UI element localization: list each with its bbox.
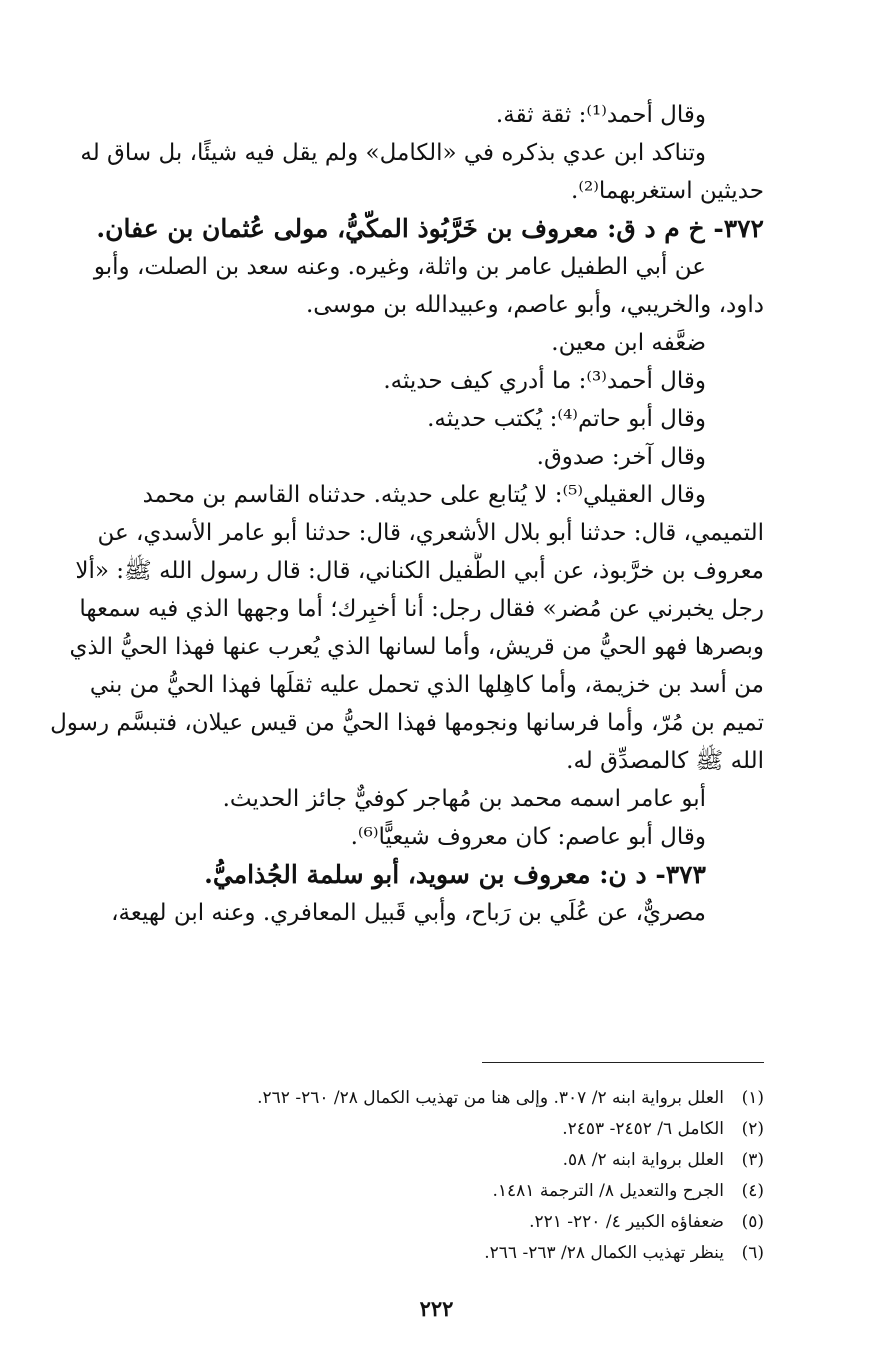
footnote-3 (22, 1145, 764, 1176)
text-line: وقال أحمد⁽³⁾: ما أدري كيف حديثه. (383, 368, 706, 394)
text-line: وقال العقيلي⁽⁵⁾: لا يُتابع على حديثه. حدثناه القاسم بن محمد (142, 482, 706, 508)
text-line: أبو عامر اسمه محمد بن مُهاجر كوفيٌّ جائز الحديث. (222, 786, 706, 812)
text-line: معروف بن خرَّبوذ، عن أبي الطُّفيل الكناني، قال: قال رسول الله ﷺ: «ألا (75, 558, 764, 584)
text-line: وبصرها فهو الحيُّ من قريش، وأما لسانها الذي يُعرب عنها فهذا الحيُّ الذي (69, 634, 764, 660)
text-line: تميم بن مُرّ، وأما فرسانها ونجومها فهذا الحيُّ من قيس عيلان، فتبسَّم رسول (50, 710, 764, 736)
text-line: الله ﷺ كالمصدِّق له. (566, 748, 764, 774)
text-line: داود، والخريبي، وأبو عاصم، وعبيدالله بن موسى. (305, 292, 764, 318)
entry-heading-373: ٣٧٣- د ن: معروف بن سويد، أبو سلمة الجُذاميُّ. (204, 860, 706, 889)
text-line: حديثين استغربهما⁽²⁾. (571, 178, 764, 204)
text-line: وقال أبو عاصم: كان معروف شيعيًّا⁽⁶⁾. (350, 824, 706, 850)
text-line: ضعَّفه ابن معين. (551, 330, 706, 356)
text-line: التميمي، قال: حدثنا أبو بلال الأشعري، قال: حدثنا أبو عامر الأسدي، عن (97, 520, 764, 546)
footnote-2 (22, 1114, 764, 1145)
footnotes (22, 1083, 764, 1269)
footnote-4 (22, 1176, 764, 1207)
footnote-text: ينظر تهذيب الكمال ٢٨/ ٢٦٣- ٢٦٦. (484, 1243, 724, 1263)
footnote-text: الكامل ٦/ ٢٤٥٢- ٢٤٥٣. (562, 1119, 724, 1139)
text-line: وقال آخر: صدوق. (536, 444, 706, 470)
main-text (22, 96, 764, 932)
footnote-text: ضعفاؤه الكبير ٤/ ٢٢٠- ٢٢١. (529, 1212, 724, 1232)
footnote-text: العلل برواية ابنه ٢/ ٥٨. (562, 1150, 724, 1170)
footnote-5 (22, 1207, 764, 1238)
text-line: مصريٌّ، عن عُلَي بن رَباح، وأبي قَبيل المعافري. وعنه ابن لهيعة، (111, 900, 706, 926)
text-line: وقال أحمد⁽¹⁾: ثقة ثقة. (495, 102, 706, 128)
entry-heading-372: ٣٧٢- خ م د ق: معروف بن خَرَّبُوذ المكّيُّ، مولى عُثمان بن عفان. (96, 214, 764, 243)
footnote-number: (٥) (741, 1212, 764, 1232)
footnote-number: (٣) (741, 1150, 764, 1170)
footnote-text: الجرح والتعديل ٨/ الترجمة ١٤٨١. (492, 1181, 724, 1201)
footnote-number: (٤) (741, 1181, 764, 1201)
footnote-1 (22, 1083, 764, 1114)
footnote-number: (٢) (741, 1119, 764, 1139)
footnote-text: العلل برواية ابنه ٢/ ٣٠٧. وإلى هنا من تهذيب الكمال ٢٨/ ٢٦٠- ٢٦٢. (257, 1088, 724, 1108)
footnote-6 (22, 1238, 764, 1269)
text-line: وقال أبو حاتم⁽⁴⁾: يُكتب حديثه. (427, 406, 706, 432)
text-line: رجل يخبرني عن مُضر» فقال رجل: أنا أخبِرك؛ أما وجهها الذي فيه سمعها (79, 596, 764, 622)
footnote-number: (٦) (741, 1243, 764, 1263)
text-line: عن أبي الطفيل عامر بن واثلة، وغيره. وعنه سعد بن الصلت، وأبو (93, 254, 706, 280)
footnote-number: (١) (741, 1088, 764, 1108)
footnote-divider (482, 1062, 764, 1063)
text-line: وتناكد ابن عدي بذكره في «الكامل» ولم يقل فيه شيئًا، بل ساق له (80, 140, 706, 166)
text-line: من أسد بن خزيمة، وأما كاهِلها الذي تحمل عليه ثقلَها فهذا الحيُّ من بني (89, 672, 764, 698)
page-number: ٢٢٢ (419, 1296, 454, 1321)
